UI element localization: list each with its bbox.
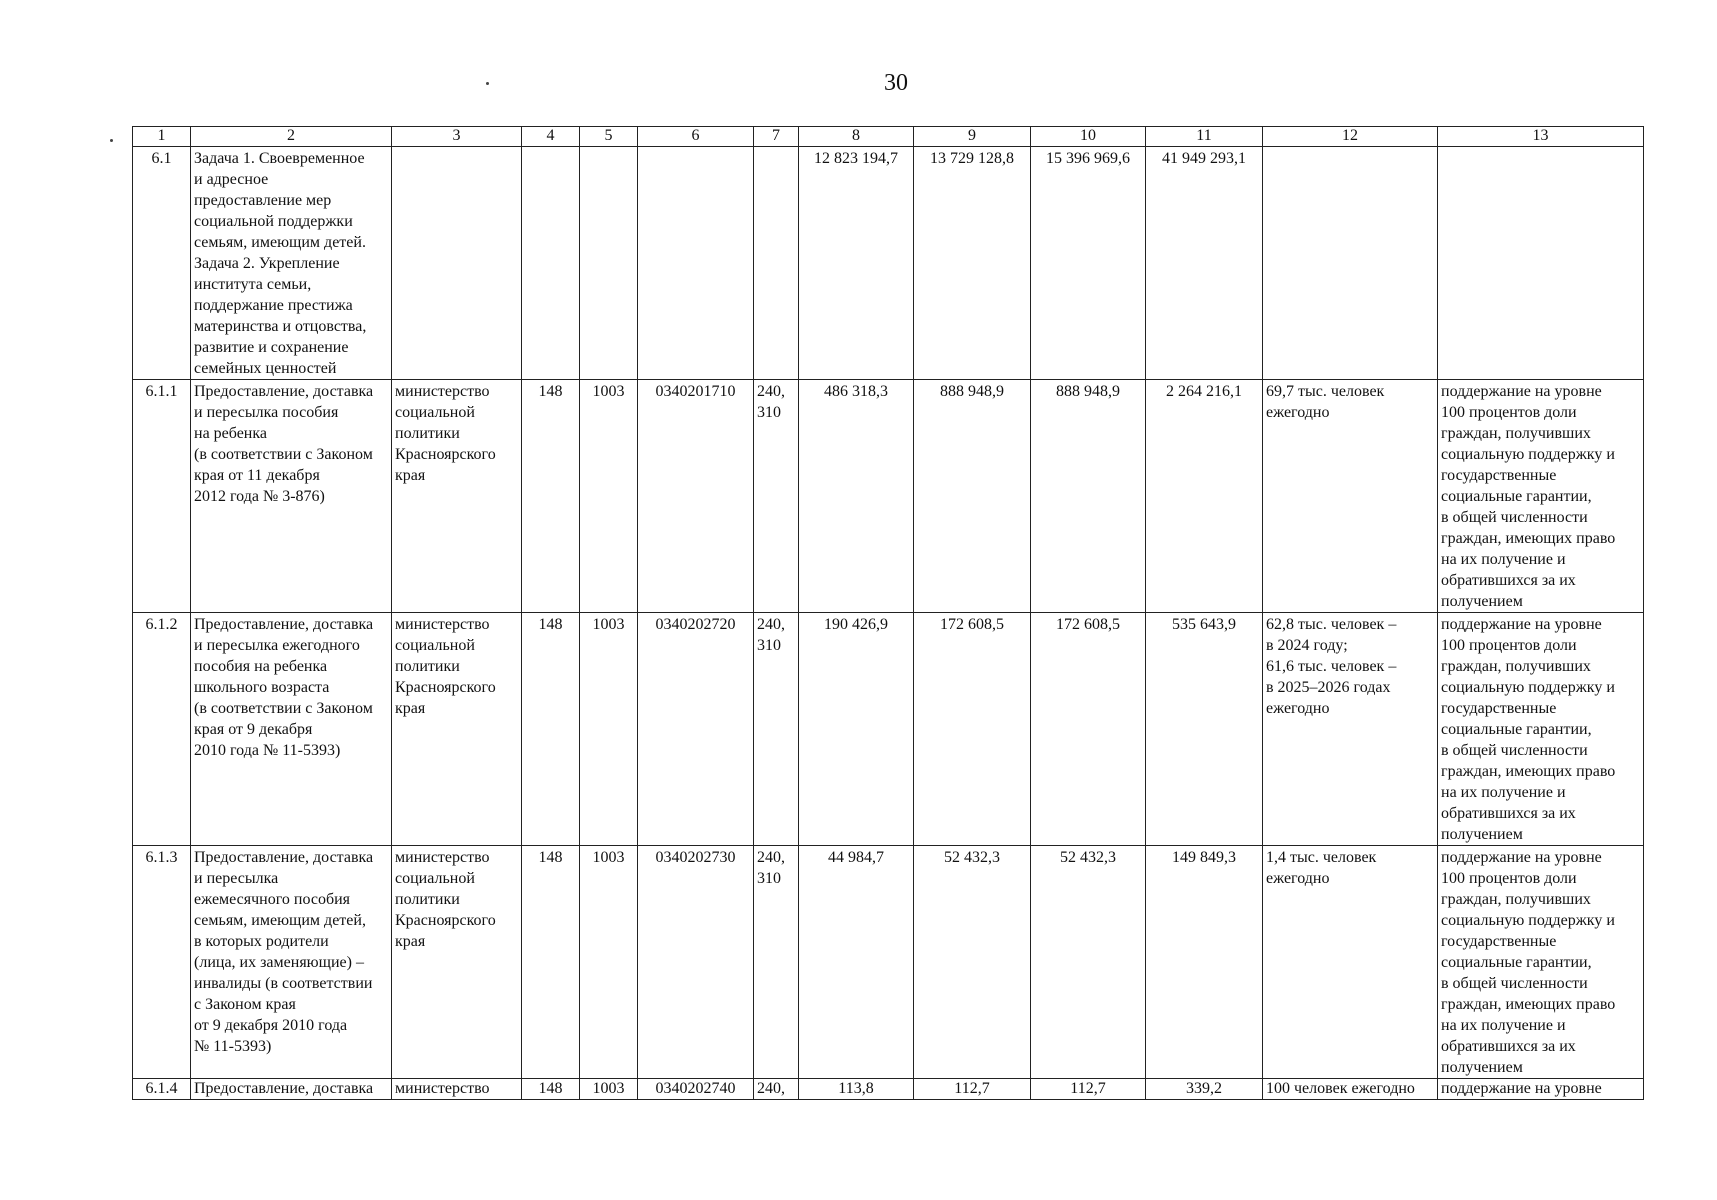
executor: министерство социальной политики Красноярского края [392,613,522,846]
col-11-value: 41 949 293,1 [1146,147,1263,380]
col-6-value: 0340202730 [638,846,754,1079]
budget-program-table [132,126,1644,1100]
col-7-value: 240, [754,1079,799,1100]
executor: министерство [392,1079,522,1100]
executor: министерство социальной политики Красноярского края [392,846,522,1079]
col-13-value: поддержание на уровне 100 процентов доли граждан, получивших социальную поддержку и государственные социальные гарантии, в общей численности граждан, имеющих право на их получение и обратившихся за их получением [1438,613,1644,846]
col-12-value [1263,147,1438,380]
column-header: 11 [1146,127,1263,147]
table-row [133,1079,1644,1100]
col-10-value: 172 608,5 [1031,613,1146,846]
table-row [133,380,1644,613]
col-8-value: 486 318,3 [799,380,914,613]
col-6-value: 0340201710 [638,380,754,613]
col-9-value: 112,7 [914,1079,1031,1100]
column-header: 9 [914,127,1031,147]
column-header: 7 [754,127,799,147]
col-6-value: 0340202740 [638,1079,754,1100]
col-7-value: 240, 310 [754,846,799,1079]
col-7-value: 240, 310 [754,380,799,613]
column-number-header-row [133,127,1644,147]
col-8-value: 12 823 194,7 [799,147,914,380]
item-number: 6.1.1 [133,380,191,613]
scan-speck [110,139,113,142]
executor: министерство социальной политики Красноярского края [392,380,522,613]
col-10-value: 15 396 969,6 [1031,147,1146,380]
col-10-value: 888 948,9 [1031,380,1146,613]
col-4-value: 148 [522,613,580,846]
col-11-value: 339,2 [1146,1079,1263,1100]
col-13-value: поддержание на уровне [1438,1079,1644,1100]
col-5-value: 1003 [580,1079,638,1100]
item-number: 6.1.4 [133,1079,191,1100]
column-header: 4 [522,127,580,147]
col-7-value: 240, 310 [754,613,799,846]
col-12-value: 69,7 тыс. человек ежегодно [1263,380,1438,613]
col-5-value: 1003 [580,380,638,613]
item-name: Задача 1. Своевременное и адресное предоставление мер социальной поддержки семьям, имеющим детей. Задача 2. Укрепление института семьи, поддержание престижа материнства и отцовства, развитие и сохранение семейных ценностей [191,147,392,380]
col-4-value [522,147,580,380]
item-number: 6.1 [133,147,191,380]
col-9-value: 888 948,9 [914,380,1031,613]
col-6-value: 0340202720 [638,613,754,846]
column-header: 13 [1438,127,1644,147]
item-name: Предоставление, доставка и пересылка пособия на ребенка (в соответствии с Законом края от 11 декабря 2012 года № 3-876) [191,380,392,613]
col-6-value [638,147,754,380]
item-name: Предоставление, доставка [191,1079,392,1100]
col-12-value: 100 человек ежегодно [1263,1079,1438,1100]
table-row [133,147,1644,380]
column-header: 10 [1031,127,1146,147]
col-8-value: 44 984,7 [799,846,914,1079]
col-4-value: 148 [522,380,580,613]
column-header: 1 [133,127,191,147]
col-5-value: 1003 [580,613,638,846]
col-10-value: 52 432,3 [1031,846,1146,1079]
col-13-value: поддержание на уровне 100 процентов доли граждан, получивших социальную поддержку и государственные социальные гарантии, в общей численности граждан, имеющих право на их получение и обратившихся за их получением [1438,380,1644,613]
col-13-value: поддержание на уровне 100 процентов доли граждан, получивших социальную поддержку и государственные социальные гарантии, в общей численности граждан, имеющих право на их получение и обратившихся за их получением [1438,846,1644,1079]
col-11-value: 2 264 216,1 [1146,380,1263,613]
col-9-value: 172 608,5 [914,613,1031,846]
col-12-value: 1,4 тыс. человек ежегодно [1263,846,1438,1079]
item-number: 6.1.3 [133,846,191,1079]
col-5-value: 1003 [580,846,638,1079]
table-row [133,846,1644,1079]
col-12-value: 62,8 тыс. человек – в 2024 году; 61,6 тыс. человек – в 2025–2026 годах ежегодно [1263,613,1438,846]
col-11-value: 535 643,9 [1146,613,1263,846]
item-name: Предоставление, доставка и пересылка ежемесячного пособия семьям, имеющим детей, в которых родители (лица, их заменяющие) – инвалиды (в соответствии с Законом края от 9 декабря 2010 года № 11-5393) [191,846,392,1079]
col-13-value [1438,147,1644,380]
column-header: 2 [191,127,392,147]
table-row [133,613,1644,846]
col-4-value: 148 [522,1079,580,1100]
column-header: 6 [638,127,754,147]
item-number: 6.1.2 [133,613,191,846]
column-header: 3 [392,127,522,147]
col-9-value: 52 432,3 [914,846,1031,1079]
col-10-value: 112,7 [1031,1079,1146,1100]
column-header: 5 [580,127,638,147]
column-header: 8 [799,127,914,147]
col-5-value [580,147,638,380]
col-8-value: 113,8 [799,1079,914,1100]
scan-speck [486,82,489,85]
col-11-value: 149 849,3 [1146,846,1263,1079]
executor [392,147,522,380]
column-header: 12 [1263,127,1438,147]
item-name: Предоставление, доставка и пересылка ежегодного пособия на ребенка школьного возраста (в соответствии с Законом края от 9 декабря 2010 года № 11-5393) [191,613,392,846]
page-number: 30 [884,70,908,96]
col-4-value: 148 [522,846,580,1079]
col-8-value: 190 426,9 [799,613,914,846]
col-7-value [754,147,799,380]
col-9-value: 13 729 128,8 [914,147,1031,380]
